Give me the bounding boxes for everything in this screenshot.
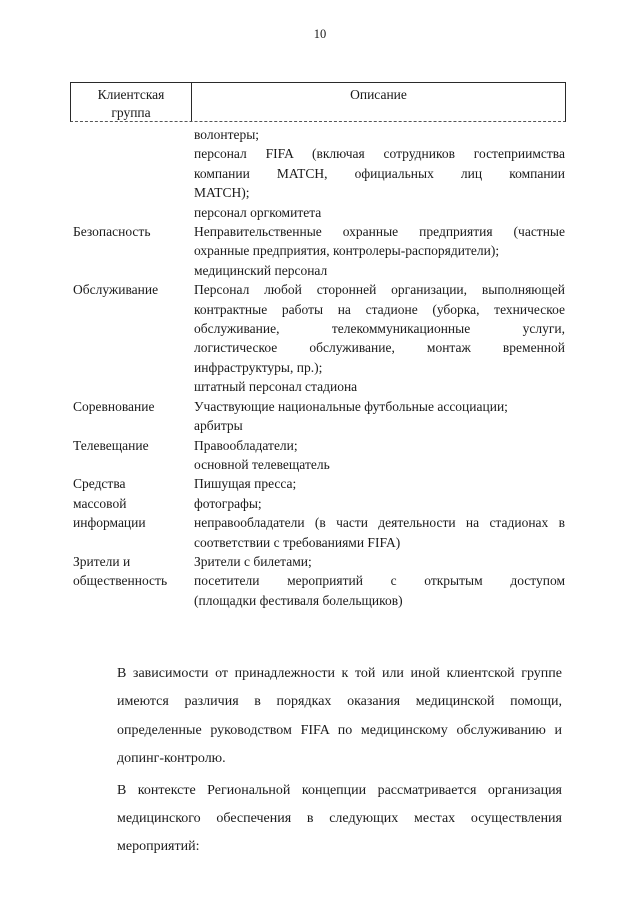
description-cell xyxy=(194,552,565,610)
table-row xyxy=(73,280,565,396)
client-group-header-line: группа xyxy=(111,105,151,120)
description-line: контрактные работы на стадионе (уборка, техническое xyxy=(194,301,565,317)
table-row xyxy=(73,125,565,222)
client-group-cell xyxy=(73,436,194,455)
table-row xyxy=(73,474,565,552)
client-group-label: Зрители и xyxy=(73,553,131,569)
description-line: инфраструктуры, пр.); xyxy=(194,359,323,375)
client-group-label: Безопасность xyxy=(73,224,151,240)
paragraph-line: медицинского обеспечения в следующих местах осуществления xyxy=(117,811,562,827)
paragraph xyxy=(73,660,562,774)
client-group-cell xyxy=(73,280,194,299)
client-group-cell xyxy=(73,222,194,241)
description-line: штатный персонал стадиона xyxy=(194,379,358,395)
description-line: MATCH); xyxy=(194,185,250,201)
table-row xyxy=(73,552,565,610)
description-line: логистическое обслуживание, монтаж временной xyxy=(194,340,565,356)
description-line: соответствии с требованиями FIFA) xyxy=(194,534,401,550)
description-line: волонтеры; xyxy=(194,127,260,142)
table-body xyxy=(73,125,565,610)
page-number: 10 xyxy=(313,27,327,41)
description-line: (площадки фестиваля болельщиков) xyxy=(194,592,403,608)
table-row xyxy=(73,397,565,436)
client-group-label: Телевещание xyxy=(73,437,149,453)
client-group-label: Средства xyxy=(73,476,126,492)
description-cell xyxy=(194,474,565,552)
client-group-header xyxy=(71,86,191,122)
description-line: Участвующие национальные футбольные ассоциации; xyxy=(194,398,508,414)
description-line: Зрители с билетами; xyxy=(194,553,312,569)
paragraph-line: В зависимости от принадлежности к той или иной клиентской группе xyxy=(117,666,562,681)
description-header: Описание xyxy=(350,87,407,102)
table-row xyxy=(73,436,565,475)
description-line: медицинский персонал xyxy=(194,262,328,278)
description-line: основной телевещатель xyxy=(194,456,330,472)
description-line: охранные предприятия, контролеры-распорядители); xyxy=(194,243,500,259)
description-line: посетители мероприятий с открытым доступом xyxy=(194,573,565,589)
description-cell xyxy=(194,125,565,222)
description-line: Персонал любой сторонней организации, выполняющей xyxy=(194,282,565,298)
client-group-header-line: Клиентская xyxy=(97,87,165,102)
description-line: Неправительственные охранные предприятия (частные xyxy=(194,224,565,240)
description-line: обслуживание, телекоммуникационные услуги, xyxy=(194,321,565,337)
body-text xyxy=(73,660,562,862)
description-line: Правообладатели; xyxy=(194,437,298,453)
table-header xyxy=(70,82,566,122)
description-cell xyxy=(194,397,565,436)
client-group-cell xyxy=(73,552,194,591)
client-group-label: информации xyxy=(73,515,146,531)
paragraph xyxy=(73,777,562,862)
description-cell xyxy=(194,436,565,475)
client-group-label: Соревнование xyxy=(73,398,155,414)
paragraph-line: В контексте Региональной концепции рассматривается организация xyxy=(117,782,562,798)
client-group-label: Обслуживание xyxy=(73,282,159,298)
table-row xyxy=(73,222,565,280)
description-line: Пишущая пресса; xyxy=(194,476,297,492)
description-line: неправообладатели (в части деятельности на стадионах в xyxy=(194,515,565,531)
paragraph-line: имеются различия в порядках оказания медицинской помощи, xyxy=(117,694,562,710)
description-line: персонал оргкомитета xyxy=(194,204,322,220)
description-line: компании MATCH, официальных лиц компании xyxy=(194,165,565,181)
description-line: фотографы; xyxy=(194,495,262,511)
client-group-cell xyxy=(73,474,194,532)
paragraph-line: определенные руководством FIFA по медицинскому обслуживанию и xyxy=(117,722,562,738)
description-line: персонал FIFA (включая сотрудников гостеприимства xyxy=(194,146,565,162)
paragraph-line: допинг-контролю. xyxy=(117,751,226,767)
client-group-label: общественность xyxy=(73,573,168,589)
client-group-label: массовой xyxy=(73,495,127,511)
description-cell xyxy=(194,280,565,396)
description-cell xyxy=(194,222,565,280)
paragraph-line: мероприятий: xyxy=(117,839,200,855)
description-line: арбитры xyxy=(194,418,243,434)
client-group-cell xyxy=(73,397,194,416)
